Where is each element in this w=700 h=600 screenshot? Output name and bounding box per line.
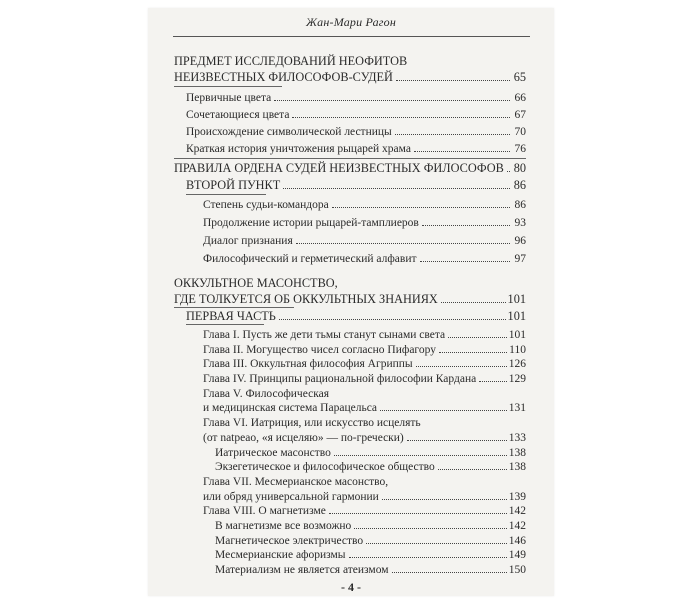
toc-entry-page: 101 (508, 329, 526, 341)
page-number: - 4 - (341, 580, 361, 594)
leader-dots (366, 543, 507, 544)
leader-dots (354, 528, 506, 529)
toc-entry-page: 150 (508, 564, 526, 576)
leader-dots (332, 207, 510, 208)
toc-entry-page: 101 (507, 309, 526, 323)
leader-dots (439, 352, 507, 353)
toc-entry-title: Глава VII. Месмерианское масонство, (203, 476, 389, 488)
running-head: Жан-Мари Рагон (305, 15, 397, 29)
toc-entry-page: 138 (508, 461, 526, 473)
toc-entry-title: ПЕРВАЯ ЧАСТЬ (186, 309, 276, 323)
toc-entry-title: Экзегетическое и философическое общество (215, 461, 435, 473)
toc-subsection-entry (186, 178, 526, 192)
section-divider (174, 158, 526, 159)
leader-dots (292, 117, 510, 118)
toc-section-entry (174, 70, 526, 84)
leader-dots (407, 440, 507, 441)
leader-dots (414, 151, 510, 152)
leader-dots (441, 302, 506, 303)
leader-dots (274, 100, 510, 101)
leader-dots (392, 572, 507, 573)
toc-entry (215, 460, 526, 474)
toc-entry-title: Глава I. Пусть же дети тьмы станут сынами света (203, 329, 446, 341)
leader-dots (438, 469, 507, 470)
leader-dots (349, 557, 507, 558)
section-underline (186, 324, 264, 325)
leader-dots (507, 171, 510, 172)
leader-dots (479, 381, 507, 382)
toc-entry-page: 86 (514, 199, 526, 211)
toc-entry-page: 131 (508, 402, 526, 414)
toc-entry (203, 490, 526, 504)
toc-entry-title: Краткая история уничтожения рыцарей храма (186, 143, 411, 155)
toc-entry-page: 142 (508, 520, 526, 532)
toc-entry (203, 401, 526, 415)
toc-entry-page: 126 (508, 358, 526, 370)
toc-entry-page: 70 (514, 126, 526, 138)
toc-entry (215, 534, 526, 548)
section-underline (186, 194, 266, 195)
leader-dots (296, 243, 510, 244)
toc-entry-title: ВТОРОЙ ПУНКТ (186, 178, 281, 192)
toc-entry (203, 343, 526, 357)
toc-entry-title: и медицинская система Парацельса (203, 402, 378, 414)
toc-entry-title: Глава VIII. О магнетизме (203, 505, 326, 517)
toc-entry (203, 216, 526, 230)
toc-entry-title: Глава II. Могущество чисел согласно Пифагору (203, 344, 436, 356)
toc-entry-title: Глава V. Философическая (203, 388, 330, 400)
toc-entry (186, 108, 526, 122)
toc-entry (215, 548, 526, 562)
toc-entry-title: ГДЕ ТОЛКУЕТСЯ ОБ ОККУЛЬТНЫХ ЗНАНИЯХ (174, 292, 438, 306)
toc-entry-title: Диалог признания (203, 235, 293, 247)
leader-dots (380, 410, 507, 411)
toc-entry-page: 93 (514, 217, 526, 229)
toc-entry-title: Философический и герметический алфавит (203, 253, 417, 265)
toc-entry-title: ПРАВИЛА ОРДЕНА СУДЕЙ НЕИЗВЕСТНЫХ ФИЛОСОФОВ (174, 161, 504, 175)
toc-entry-title: Месмерианские афоризмы (215, 549, 346, 561)
toc-entry (186, 91, 526, 105)
toc-entry-page: 129 (508, 373, 526, 385)
toc-entry-page: 142 (508, 505, 526, 517)
toc-entry (203, 372, 526, 386)
toc-entry-title: Глава IV. Принципы рациональной философии Кардана (203, 373, 477, 385)
leader-dots (283, 188, 510, 189)
leader-dots (279, 319, 506, 320)
toc-entry-page: 65 (513, 70, 526, 84)
leader-dots (420, 261, 510, 262)
toc-entry (203, 252, 526, 266)
book-page (148, 8, 554, 596)
leader-dots (382, 499, 507, 500)
toc-entry-title: Происхождение символической лестницы (186, 126, 392, 138)
toc-entry-title: (от natpeao, «я исцеляю» — по-гречески) (203, 432, 404, 444)
toc-entry-title: НЕИЗВЕСТНЫХ ФИЛОСОФОВ-СУДЕЙ (174, 70, 393, 84)
toc-entry-title: Степень судьи-командора (203, 199, 329, 211)
toc-entry (215, 519, 526, 533)
section-underline (174, 307, 294, 308)
toc-entry (203, 328, 526, 342)
toc-section-title: ОККУЛЬТНОЕ МАСОНСТВО, (174, 276, 338, 290)
toc-section-title: ПРЕДМЕТ ИССЛЕДОВАНИЙ НЕОФИТОВ (174, 54, 408, 68)
toc-entry (186, 142, 526, 156)
toc-entry-page: 146 (508, 535, 526, 547)
leader-dots (416, 366, 507, 367)
toc-entry-page: 66 (514, 92, 526, 104)
toc-entry-page: 138 (508, 447, 526, 459)
toc-entry-page: 149 (508, 549, 526, 561)
toc-entry (203, 504, 526, 518)
leader-dots (422, 225, 510, 226)
toc-entry (203, 431, 526, 445)
toc-entry-page: 96 (514, 235, 526, 247)
section-underline (174, 86, 282, 87)
toc-section-entry (174, 292, 526, 306)
leader-dots (448, 337, 507, 338)
toc-entry-title: или обряд универсальной гармонии (203, 491, 379, 503)
leader-dots (395, 134, 510, 135)
toc-entry-title: Продолжение истории рыцарей-тамплиеров (203, 217, 419, 229)
toc-entry-page: 97 (514, 253, 526, 265)
toc-entry-page: 86 (513, 178, 526, 192)
toc-entry-page: 110 (509, 344, 526, 356)
toc-entry (186, 125, 526, 139)
toc-entry-page: 76 (514, 143, 526, 155)
toc-entry-title: Первичные цвета (186, 92, 272, 104)
toc-entry (215, 446, 526, 460)
toc-entry (203, 198, 526, 212)
header-rule (173, 36, 530, 37)
toc-entry (203, 234, 526, 248)
toc-section-entry (174, 161, 526, 175)
toc-entry (203, 357, 526, 371)
leader-dots (396, 80, 510, 81)
toc-entry-page: 133 (508, 432, 526, 444)
toc-entry-title: Глава III. Оккультная философия Агриппы (203, 358, 413, 370)
leader-dots (334, 455, 507, 456)
toc-entry-title: Иатрическое масонство (215, 447, 331, 459)
toc-entry-title: В магнетизме все возможно (215, 520, 352, 532)
toc-entry-title: Сочетающиеся цвета (186, 109, 290, 121)
toc-entry-page: 139 (508, 491, 526, 503)
toc-entry-title: Магнетическое электричество (215, 535, 364, 547)
toc-entry-title: Глава VI. Иатриция, или искусство исцелять (203, 417, 421, 429)
toc-entry-page: 101 (507, 292, 526, 306)
toc-subsection-entry (186, 309, 526, 323)
leader-dots (329, 513, 507, 514)
toc-entry-title: Материализм не является атеизмом (215, 564, 389, 576)
toc-entry-page: 67 (514, 109, 526, 121)
toc-entry (215, 563, 526, 577)
toc-entry-page: 80 (513, 161, 526, 175)
